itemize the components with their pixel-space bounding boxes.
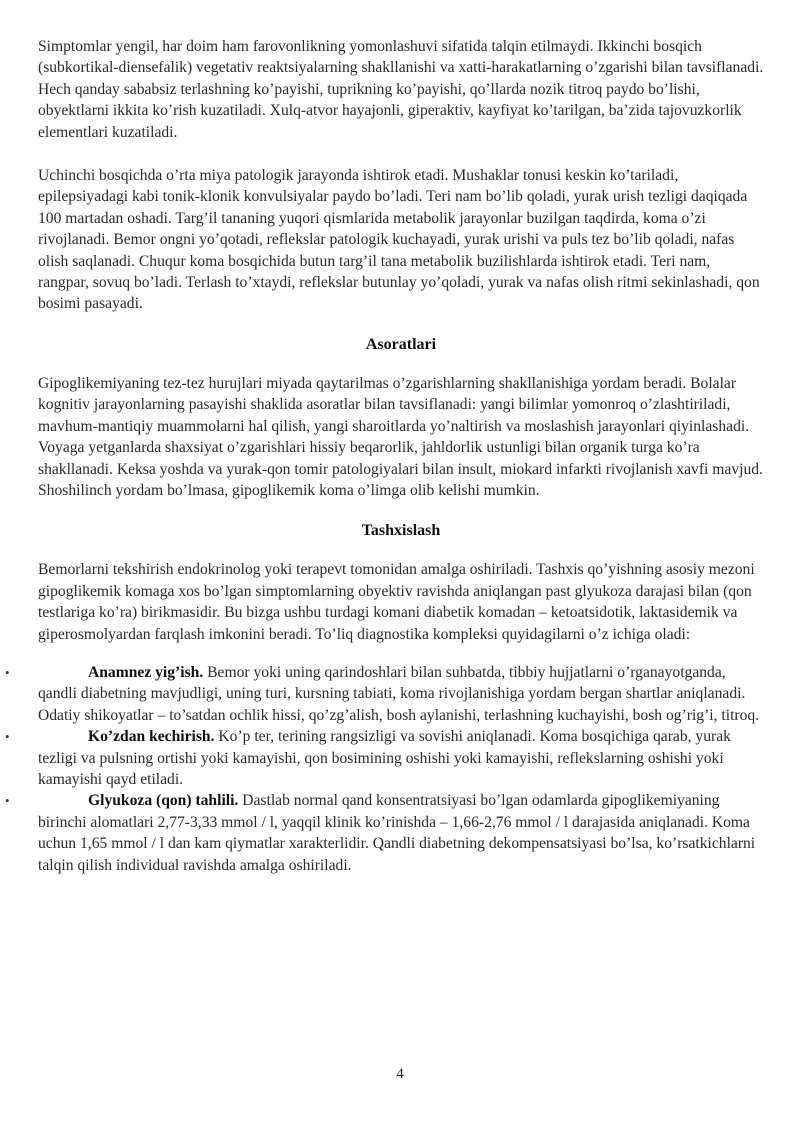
diagnostics-list (5, 662, 764, 876)
list-item-title: Glyukoza (qon) tahlili. (88, 792, 239, 810)
list-item (5, 726, 764, 790)
list-item (5, 662, 764, 726)
section-heading-tashxislash: Tashxislash (361, 522, 441, 540)
bullet-icon: • (5, 664, 10, 680)
list-item-text: Dastlab normal qand konsentratsiyasi bo’lgan odamlarda gipoglikemiyaning birinchi alomatlari 2,77-3,33 mmol / l, yaqqil klinik ko’rinishda – 1,66-2,76 mmol / l darajasida aniqlanadi. Koma uchun 1,65 mmol / l dan kam qiymatlar xarakterlidir. Qandli diabetning dekompensatsiyasi bo’lsa, ko’rsatkichlarni talqin qilish individual ravishda amalga oshiriladi. (38, 792, 756, 874)
bullet-icon: • (5, 793, 10, 809)
paragraph-asoratlari: Gipoglikemiyaning tez-tez hurujlari miyada qaytarilmas o’zgarishlarning shakllanishiga yordam beradi. Bolalar kognitiv jarayonlarning pasayishi shaklida asoratlar bilan tavsiflanadi: yangi bilimlar yomonroq o’zlashtiriladi, mavhum-mantiqiy muammolarni hal qilish, yangi sharoitlarda yo’naltirish va moslashish jarayonlari qiyinlashadi. Voyaga yetganlarda shaxsiyat o’zgarishlari hissiy beqarorlik, jahldorlik ustunligi bilan organik turga ko’ra shakllanadi. Keksa yoshda va yurak-qon tomir patologiyalari bilan insult, miokard infarkti rivojlanish xavfi mavjud. Shoshilinch yordam bo’lmasa, gipoglikemik koma o’limga olib kelishi mumkin. (38, 374, 763, 499)
page-number: 4 (396, 1066, 404, 1082)
bullet-icon: • (5, 729, 10, 745)
list-item-text: Ko’p ter, terining rangsizligi va sovishi aniqlanadi. Koma bosqichiga qarab, yurak tezligi va pulsning ortishi yoki kamayishi, qon bosimining oshishi yoki kamayishi, reflekslarning oshishi yoki kamayishi qayd etiladi. (38, 728, 731, 788)
list-item-text: Bemor yoki uning qarindoshlari bilan suhbatda, tibbiy hujjatlarni o’rganayotganda, qandli diabetning mavjudligi, uning turi, kursning tabiati, koma rivojlanishiga yordam bergan shartlar aniqlanadi. Odatiy shikoyatlar – to’satdan ochlik hissi, qo’zg’alish, bosh aylanishi, terlashning kuchayishi, bosh og’rig’i, titroq. (38, 663, 760, 724)
section-heading-asoratlari: Asoratlari (365, 335, 437, 353)
document-page (5, 36, 764, 876)
paragraph-stage-three: Uchinchi bosqichda o’rta miya patologik jarayonda ishtirok etadi. Mushaklar tonusi keskin ko’tariladi, epilepsiyadagi kabi tonik-klonik konvulsiyalar paydo bo’ladi. Teri nam bo’lib qoladi, yurak urish tezligi daqiqada 100 martadan oshadi. Targ’il tananing yuqori qismlarida metabolik jarayonlar buzilgan taqdirda, koma o’zi rivojlanadi. Bemor ongni yo’qotadi, reflekslar patologik kuchayadi, yurak urishi va puls tez bo’lib qoladi, nafas olish saqlanadi. Chuqur koma bosqichida butun targ’il tana metabolik buzilishlarda ishtirok etadi. Teri nam, rangpar, sovuq bo’ladi. Terlash to’xtaydi, reflekslar butunlay yo’qoladi, yurak va nafas olish ritmi sekinlashadi, qon bosimi pasayadi. (38, 167, 760, 313)
list-item (5, 790, 764, 876)
paragraph-tashxislash: Bemorlarni tekshirish endokrinolog yoki terapevt tomonidan amalga oshiriladi. Tashxis qo’yishning asosiy mezoni gipoglikemik komaga xos bo’lgan simptomlarning obyektiv ravishda aniqlangan past glyukoza darajasi bilan (qon testlariga ko’ra) birikmasidir. Bu bizga ushbu turdagi komani diabetik komadan – ketoatsidotik, laktasidemik va giperosmolyardan farqlash imkonini beradi. To’liq diagnostika kompleksi quyidagilarni o’z ichiga oladi: (38, 561, 755, 643)
paragraph-stage-two: Simptomlar yengil, har doim ham farovonlikning yomonlashuvi sifatida talqin etilmaydi. Ikkinchi bosqich (subkortikal-diensefalik) vegetativ reaktsiyalarning shakllanishi va xatti-harakatlarning o’zgarishi bilan tavsiflanadi. Hech qanday sababsiz terlashning ko’payishi, tuprikning ko’payishi, qo’llarda nozik titroq paydo bo’lishi, obyektlarni ikkita ko’rish kuzatiladi. Xulq-atvor hayajonli, giperaktiv, kayfiyat ko’tarilgan, ba’zida tajovuzkorlik elementlari kuzatiladi. (38, 38, 764, 141)
list-item-title: Anamnez yig’ish. (88, 663, 204, 681)
list-item-title: Ko’zdan kechirish. (88, 728, 215, 746)
